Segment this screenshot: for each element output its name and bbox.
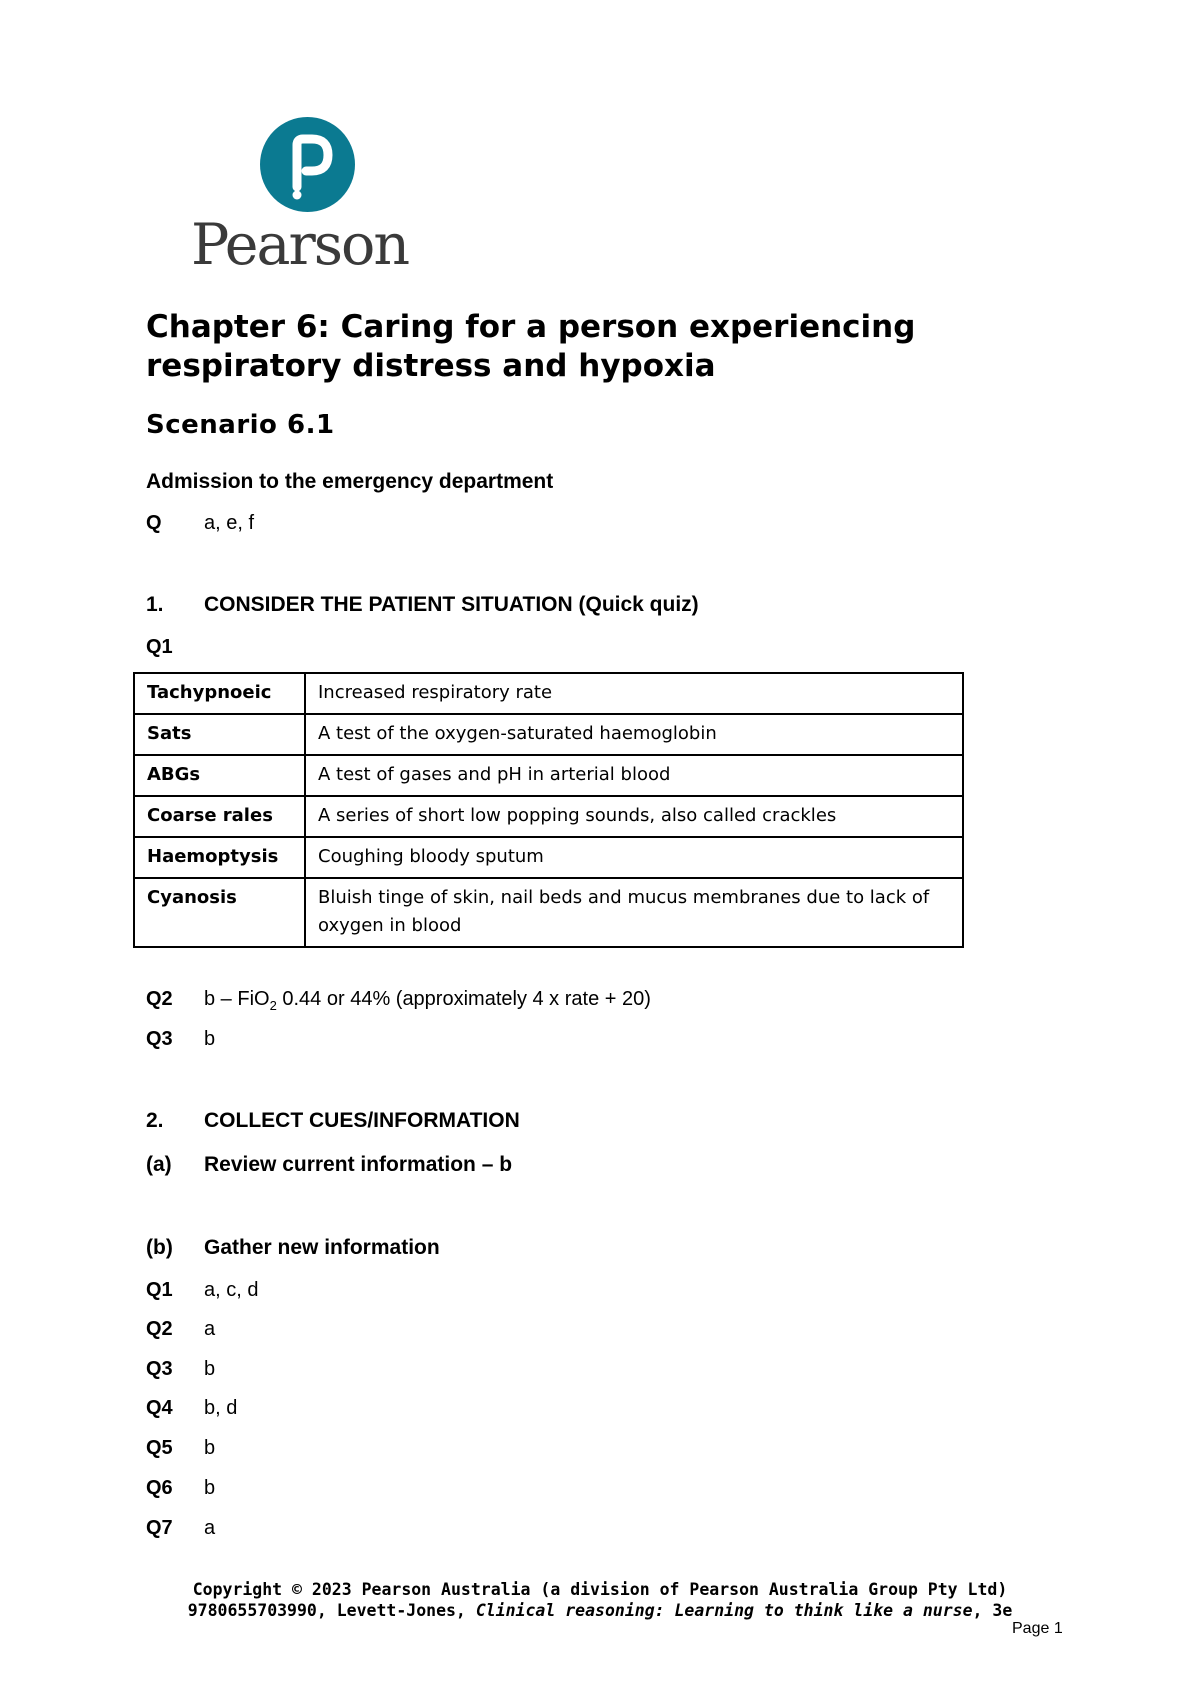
scenario-title: Scenario 6.1 bbox=[146, 410, 335, 440]
section2-sub-a-label: (a) bbox=[146, 1153, 172, 1176]
pearson-wordmark: Pearson bbox=[191, 212, 409, 278]
table-row bbox=[134, 714, 963, 755]
term-cell: Tachypnoeic bbox=[134, 673, 305, 714]
chapter-title: Chapter 6: Caring for a person experiencing respiratory distress and hypoxia bbox=[146, 309, 916, 384]
answer-q-label: Q4 bbox=[146, 1397, 173, 1419]
q2-answer-pre: b – FiO bbox=[204, 988, 270, 1010]
footer-edition: , 3e bbox=[972, 1601, 1013, 1620]
answer-value: b bbox=[204, 1437, 216, 1459]
answer-value: b bbox=[204, 1358, 216, 1380]
term-cell: Coarse rales bbox=[134, 796, 305, 837]
section1-q2-label: Q2 bbox=[146, 988, 173, 1010]
definition-cell: Increased respiratory rate bbox=[305, 673, 963, 714]
q2-answer-post: 0.44 or 44% (approximately 4 x rate + 20) bbox=[276, 988, 651, 1010]
definition-cell: A series of short low popping sounds, also called crackles bbox=[305, 796, 963, 837]
footer-copyright: Copyright © 2023 Pearson Australia (a division of Pearson Australia Group Pty Ltd) bbox=[192, 1580, 1008, 1599]
admission-heading: Admission to the emergency department bbox=[146, 470, 554, 493]
definition-cell: A test of the oxygen-saturated haemoglobin bbox=[305, 714, 963, 755]
q2-answer-subscript: 2 bbox=[269, 998, 277, 1013]
pearson-logo bbox=[191, 113, 431, 278]
section1-q3-label: Q3 bbox=[146, 1028, 173, 1050]
section1-q1-label: Q1 bbox=[146, 636, 173, 658]
section2-sub-b-label: (b) bbox=[146, 1236, 173, 1259]
section2-sub-b-title: Gather new information bbox=[204, 1236, 440, 1259]
section1-number: 1. bbox=[146, 593, 164, 616]
table-row bbox=[134, 755, 963, 796]
answer-q-label: Q1 bbox=[146, 1279, 173, 1301]
section1-title: CONSIDER THE PATIENT SITUATION (Quick quiz) bbox=[204, 593, 699, 616]
answer-q-label: Q5 bbox=[146, 1437, 173, 1459]
pearson-p-icon bbox=[260, 117, 355, 212]
section2-sub-a-title: Review current information – b bbox=[204, 1153, 513, 1176]
definition-cell: Coughing bloody sputum bbox=[305, 837, 963, 878]
table-row bbox=[134, 796, 963, 837]
page-number: Page 1 bbox=[1012, 1620, 1063, 1637]
term-cell: Sats bbox=[134, 714, 305, 755]
admission-q-label: Q bbox=[146, 512, 162, 534]
answer-value: a, c, d bbox=[204, 1279, 259, 1301]
section2-number: 2. bbox=[146, 1109, 164, 1132]
footer-citation bbox=[0, 1601, 1200, 1620]
table-row bbox=[134, 673, 963, 714]
term-cell: Cyanosis bbox=[134, 878, 305, 947]
definition-cell: A test of gases and pH in arterial blood bbox=[305, 755, 963, 796]
term-cell: Haemoptysis bbox=[134, 837, 305, 878]
table-row bbox=[134, 878, 963, 947]
answer-value: a bbox=[204, 1318, 216, 1340]
answer-value: a bbox=[204, 1517, 216, 1539]
section2-title: COLLECT CUES/INFORMATION bbox=[204, 1109, 520, 1132]
footer-book-title: Clinical reasoning: Learning to think like a nurse bbox=[475, 1601, 973, 1620]
definition-cell: Bluish tinge of skin, nail beds and mucus membranes due to lack of oxygen in blood bbox=[305, 878, 963, 947]
term-cell: ABGs bbox=[134, 755, 305, 796]
table-row bbox=[134, 837, 963, 878]
answer-q-label: Q2 bbox=[146, 1318, 173, 1340]
footer-isbn-authors: 9780655703990, Levett-Jones, bbox=[187, 1601, 476, 1620]
answer-q-label: Q7 bbox=[146, 1517, 173, 1539]
answer-value: b bbox=[204, 1477, 216, 1499]
answer-value: b, d bbox=[204, 1397, 238, 1419]
answer-q-label: Q6 bbox=[146, 1477, 173, 1499]
terms-table bbox=[133, 672, 964, 948]
section1-q2-answer bbox=[204, 988, 651, 1013]
section1-q3-answer: b bbox=[204, 1028, 216, 1050]
answer-q-label: Q3 bbox=[146, 1358, 173, 1380]
admission-q-answer: a, e, f bbox=[204, 512, 255, 534]
